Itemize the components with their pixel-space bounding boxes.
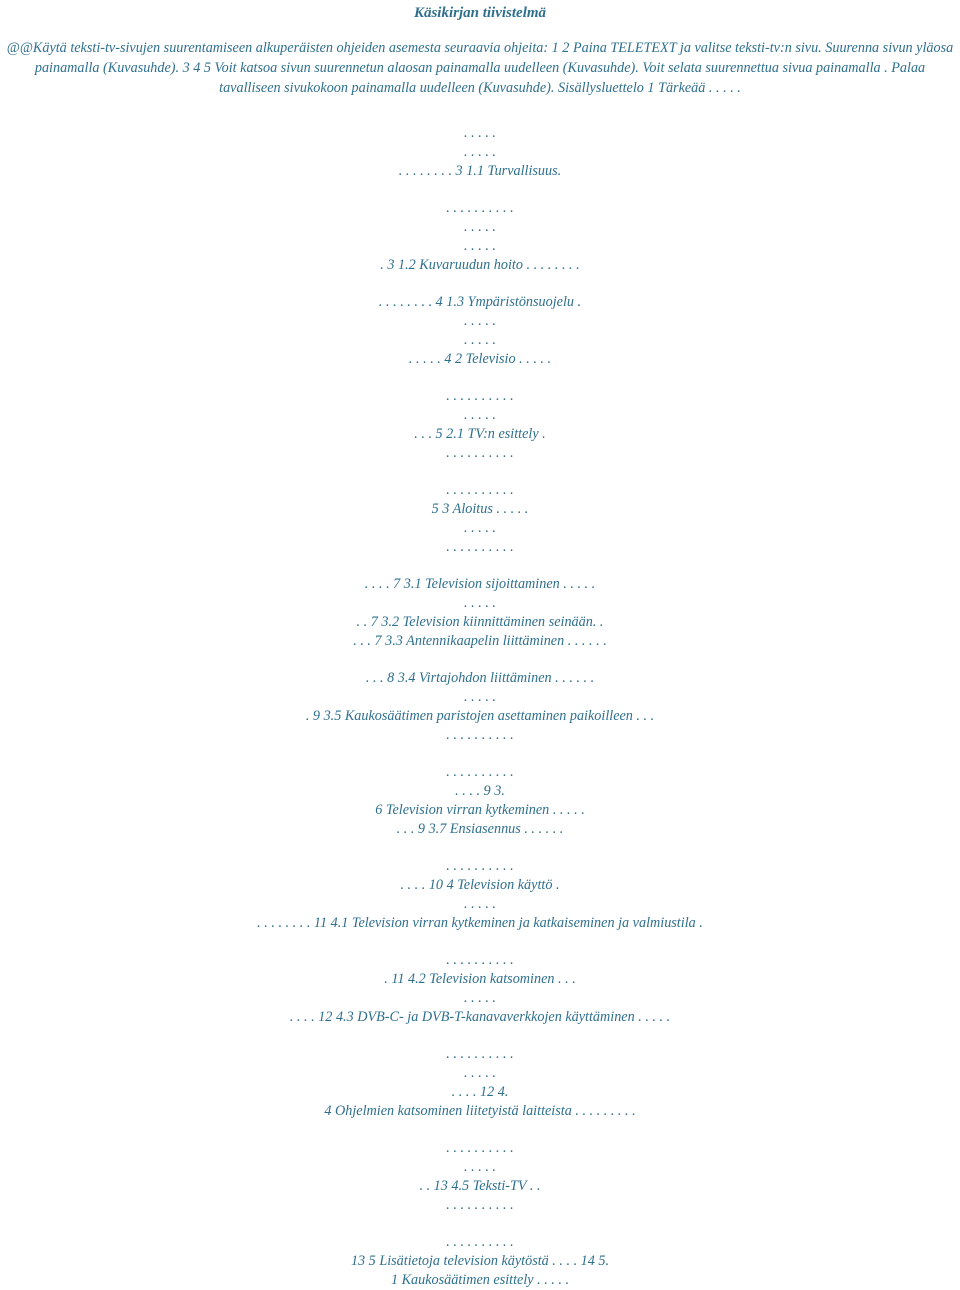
toc-line: . 9 3.5 Kaukosäätimen paristojen asettaminen paikoilleen . . . [305,707,655,724]
toc-line: . . . . . . . . . . [446,952,514,969]
toc-line: . . . . . 4 2 Televisio . . . . . [408,350,552,367]
toc-line: . . . . . [464,1159,496,1175]
toc-line: . . . . 9 3. [455,783,505,799]
toc-line: . . . 9 3.7 Ensiasennus . . . . . . [396,820,564,837]
toc-line: . . . 5 2.1 TV:n esittely . [414,425,546,442]
toc-line: . . . . 12 4.3 DVB-C- ja DVB-T-kanavaverkkojen käyttäminen . . . . . [289,1008,671,1025]
toc-line: . . . . . [464,237,496,254]
toc-line [0,1120,960,1139]
toc-line: . . 13 4.5 Teksti-TV . . [419,1177,541,1194]
toc-line [0,838,960,857]
document-title: Käsikirjan tiivistelmä [413,5,547,21]
toc-line: . . . . . [464,125,496,141]
toc-line: . . . . 12 4. [451,1083,509,1100]
toc-line: 13 5 Lisätietoja television käytöstä . . . . 14 5. [350,1253,610,1269]
toc-line: . . . . . . . . . . [446,388,514,405]
toc-line: 6 Television virran kytkeminen . . . . . [375,801,585,818]
toc-line: . . . . . . . . . . [446,444,514,461]
toc-line [0,462,960,481]
toc-line: . . . . . . . . . . [446,1196,514,1213]
toc-line: . . . . . . . . . . [446,482,514,499]
toc-line: . . . 8 3.4 Virtajohdon liittäminen . . . . . . [365,670,595,687]
toc-line: . . . . . . . . . . [446,1234,514,1251]
toc-line: . . . . . [464,519,496,536]
toc-line: . . . . 10 4 Television käyttö . [400,877,560,893]
toc-line [0,368,960,387]
toc-line: . . . . . . . . . . [446,538,514,555]
toc-line: . . . . . . . . . . [446,726,514,743]
toc-line [0,556,960,575]
toc-line: . . . . . [464,595,496,611]
toc-line: . . . . . [464,895,496,912]
toc-line: . . . . . . . . 11 4.1 Television virran kytkeminen ja katkaiseminen ja valmiustila . [257,914,703,931]
toc-line: . . 7 3.2 Television kiinnittäminen seinään. . [356,613,604,630]
toc-line [0,744,960,763]
toc-line: . . . . . . . . 3 1.1 Turvallisuus. [398,162,562,179]
toc-line: 5 3 Aloitus . . . . . [431,501,529,517]
toc-line [0,180,960,199]
toc-line: . . . . . [464,407,496,423]
toc-line: . . . . . [464,1065,496,1081]
toc-line: . . . . . [464,143,496,160]
toc-line: . 3 1.2 Kuvaruudun hoito . . . . . . . . [380,256,580,273]
toc-line: . . . . 7 3.1 Television sijoittaminen . . . . . [364,576,596,593]
intro-paragraph: @@Käytä teksti-tv-sivujen suurentamiseen alkuperäisten ohjeiden asemesta seuraavia ohjeita: 1 2 Paina TELETEXT ja valitse teksti-tv:n sivu. Suurenna sivun yläosa painamalla (Kuvasuhde). 3 4 5 Voit katsoa sivun suurennetun alaosan painamalla uudelleen (Kuvasuhde). Voit selata suurennettua sivua painamalla . Palaa tavalliseen sivukokoon painamalla uudelleen (Kuvasuhde). Sisällysluettelo 1 Tärkeää . . . . . [6,40,954,96]
toc-line: . . . . . [464,219,496,235]
toc-line: . . . . . [464,689,496,705]
toc-line: 4 Ohjelmien katsominen liitetyistä laitteista . . . . . . . . . [324,1102,636,1119]
toc-line [0,1214,960,1233]
toc-line: . . . . . . . . . . [446,764,514,781]
toc-line: . . . . . . . . . . [446,200,514,217]
toc-line: . . . . . [464,331,496,348]
toc-line: . 11 4.2 Television katsominen . . . [384,971,576,987]
toc-line: . . . 7 3.3 Antennikaapelin liittäminen . . . . . . [353,632,607,649]
toc-line [0,1026,960,1045]
toc-line [0,274,960,293]
toc-line [0,650,960,669]
toc-line: . . . . . . . . 4 1.3 Ympäristönsuojelu . [378,294,582,311]
toc-line: . . . . . [464,313,496,329]
toc-line: . . . . . . . . . . [446,1046,514,1063]
toc-line: . . . . . . . . . . [446,858,514,875]
toc-line: 1 Kaukosäätimen esittely . . . . . [390,1271,570,1288]
toc-line [0,932,960,951]
toc-line: . . . . . . . . . . [446,1140,514,1157]
toc-line: . . . . . [464,989,496,1006]
